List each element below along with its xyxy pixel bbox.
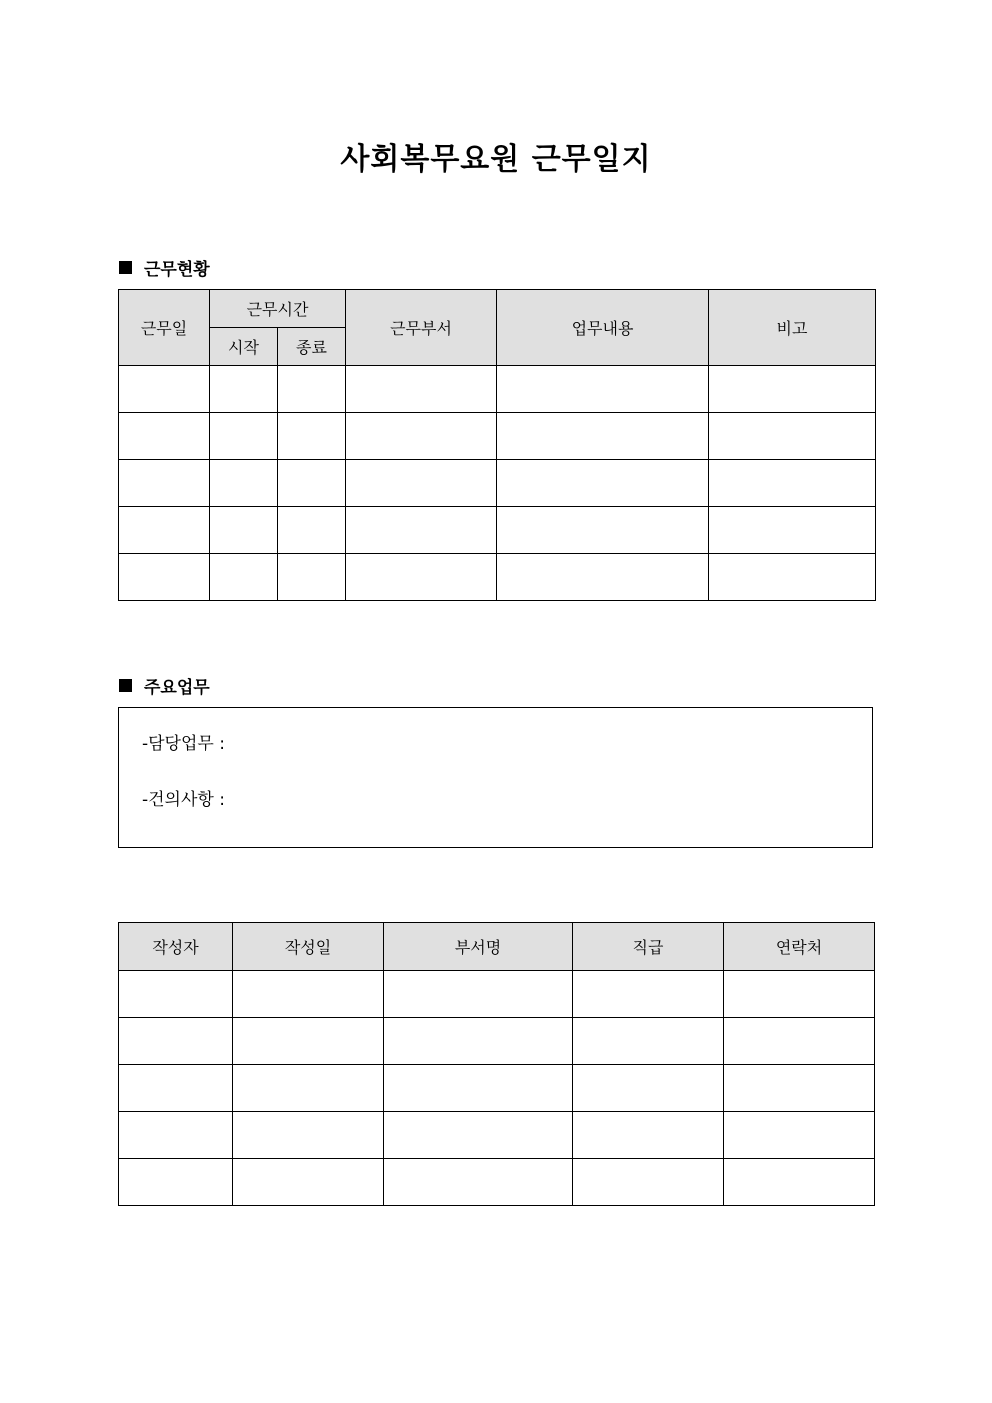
table-cell[interactable] <box>278 507 346 554</box>
table-cell[interactable] <box>384 1159 573 1206</box>
table-cell[interactable] <box>573 1018 724 1065</box>
table-cell[interactable] <box>233 1159 384 1206</box>
header-department-name: 부서명 <box>384 923 573 971</box>
table-cell[interactable] <box>233 1018 384 1065</box>
table-cell[interactable] <box>346 507 497 554</box>
table-cell[interactable] <box>278 460 346 507</box>
assigned-duties-label: -담당업무 : <box>142 734 225 754</box>
table-cell[interactable] <box>233 1065 384 1112</box>
header-author: 작성자 <box>119 923 233 971</box>
table-cell[interactable] <box>119 1159 233 1206</box>
table-cell[interactable] <box>278 413 346 460</box>
table-cell[interactable] <box>278 554 346 601</box>
table-cell[interactable] <box>384 1018 573 1065</box>
header-contact: 연락처 <box>724 923 875 971</box>
table-cell[interactable] <box>119 1018 233 1065</box>
table-cell[interactable] <box>497 460 709 507</box>
header-department: 근무부서 <box>346 290 497 366</box>
table-cell[interactable] <box>709 507 876 554</box>
table-cell[interactable] <box>573 1159 724 1206</box>
table-cell[interactable] <box>724 1065 875 1112</box>
table-cell[interactable] <box>724 1112 875 1159</box>
table-cell[interactable] <box>233 1112 384 1159</box>
header-start-time: 시작 <box>210 328 278 366</box>
table-cell[interactable] <box>573 1065 724 1112</box>
table-row <box>119 1018 875 1065</box>
author-table <box>118 922 875 1206</box>
header-end-time: 종료 <box>278 328 346 366</box>
table-cell[interactable] <box>210 460 278 507</box>
table-cell[interactable] <box>278 366 346 413</box>
table-row <box>119 460 876 507</box>
table-row <box>119 366 876 413</box>
header-work-time: 근무시간 <box>210 290 346 328</box>
table-cell[interactable] <box>497 507 709 554</box>
table-row <box>119 413 876 460</box>
table-cell[interactable] <box>119 507 210 554</box>
header-remarks: 비고 <box>709 290 876 366</box>
page-title: 사회복무요원 근무일지 <box>340 142 652 177</box>
table-cell[interactable] <box>384 1065 573 1112</box>
table-row <box>119 1065 875 1112</box>
table-row <box>119 1159 875 1206</box>
table-cell[interactable] <box>709 413 876 460</box>
table-cell[interactable] <box>346 366 497 413</box>
table-cell[interactable] <box>119 1112 233 1159</box>
header-work-date: 근무일 <box>119 290 210 366</box>
table-row <box>119 507 876 554</box>
table-cell[interactable] <box>210 507 278 554</box>
table-row <box>119 1112 875 1159</box>
work-status-table <box>118 289 876 601</box>
table-row <box>119 554 876 601</box>
table-cell[interactable] <box>346 460 497 507</box>
table-cell[interactable] <box>119 366 210 413</box>
table-cell[interactable] <box>119 971 233 1018</box>
table-cell[interactable] <box>724 1159 875 1206</box>
main-duties-box <box>118 707 873 848</box>
black-square-icon <box>119 261 132 274</box>
suggestions-label: -건의사항 : <box>142 790 225 810</box>
main-duties-heading <box>119 673 210 698</box>
header-work-content: 업무내용 <box>497 290 709 366</box>
table-cell[interactable] <box>497 554 709 601</box>
table-cell[interactable] <box>573 971 724 1018</box>
table-cell[interactable] <box>497 366 709 413</box>
table-cell[interactable] <box>709 460 876 507</box>
table-cell[interactable] <box>233 971 384 1018</box>
assigned-duties-line <box>142 729 225 754</box>
table-cell[interactable] <box>346 554 497 601</box>
work-status-heading-label: 근무현황 <box>144 260 210 280</box>
table-cell[interactable] <box>119 554 210 601</box>
table-cell[interactable] <box>384 971 573 1018</box>
header-written-date: 작성일 <box>233 923 384 971</box>
work-status-heading <box>119 255 210 280</box>
header-position: 직급 <box>573 923 724 971</box>
table-cell[interactable] <box>346 413 497 460</box>
table-cell[interactable] <box>724 971 875 1018</box>
table-cell[interactable] <box>497 413 709 460</box>
table-cell[interactable] <box>119 413 210 460</box>
table-cell[interactable] <box>709 554 876 601</box>
table-cell[interactable] <box>384 1112 573 1159</box>
black-square-icon <box>119 679 132 692</box>
main-duties-heading-label: 주요업무 <box>144 678 210 698</box>
table-cell[interactable] <box>119 1065 233 1112</box>
table-cell[interactable] <box>210 554 278 601</box>
table-cell[interactable] <box>210 413 278 460</box>
table-cell[interactable] <box>119 460 210 507</box>
suggestions-line <box>142 785 225 810</box>
table-cell[interactable] <box>573 1112 724 1159</box>
table-cell[interactable] <box>724 1018 875 1065</box>
table-cell[interactable] <box>709 366 876 413</box>
table-cell[interactable] <box>210 366 278 413</box>
table-row <box>119 971 875 1018</box>
